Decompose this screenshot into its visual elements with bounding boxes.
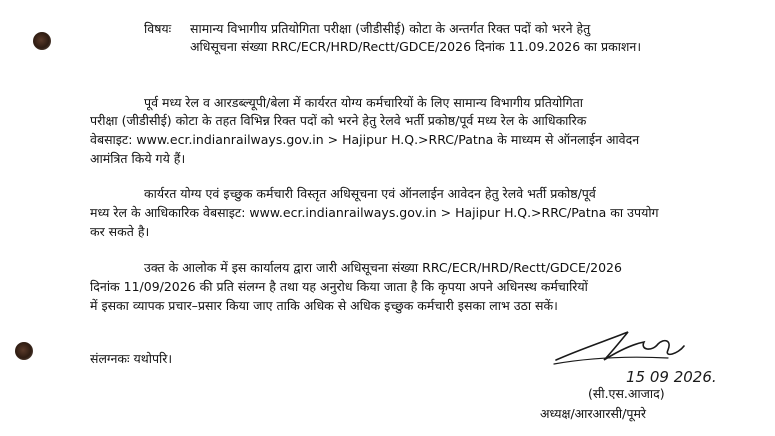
paragraph-3-line: उक्त के आलोक में इस कार्यालय द्वारा जारी अधिसूचना संख्या RRC/ECR/HRD/Rectt/GDCE/2026 <box>144 260 622 275</box>
paragraph-2-line: मध्य रेल के आधिकारिक वेबसाइट: www.ecr.indianrailways.gov.in > Hajipur H.Q.>RRC/Patna का उपयोग <box>90 205 659 220</box>
signatory-name: (सी.एस.आजाद) <box>588 386 665 401</box>
paragraph-1-line: वेबसाइट: www.ecr.indianrailways.gov.in > Hajipur H.Q.>RRC/Patna के माध्यम से ऑनलाईन आवेदन <box>90 132 640 147</box>
subject-label: विषयः <box>144 21 172 36</box>
punch-hole-bottom <box>15 342 33 360</box>
signatory-designation: अध्यक्ष/आरआरसी/पूमरे <box>540 406 647 421</box>
paragraph-1-line: परीक्षा (जीडीसीई) कोटा के तहत विभिन्न रिक्त पदों को भरने हेतु रेलवे भर्ती प्रकोष्ठ/पूर्व मध्य रेल के आधिकारिक <box>90 113 587 128</box>
svg-text:15 09 2026.: 15 09 2026. <box>626 368 717 386</box>
signature-icon <box>548 320 728 388</box>
subject-line-1: सामान्य विभागीय प्रतियोगिता परीक्षा (जीडीसीई) कोटा के अन्तर्गत रिक्त पदों को भरने हेतु <box>190 21 591 36</box>
paragraph-1-line: आमंत्रित किये गये हैं। <box>90 151 186 166</box>
punch-hole-top <box>33 32 51 50</box>
subject-line-2: अधिसूचना संख्या RRC/ECR/HRD/Rectt/GDCE/2026 दिनांक 11.09.2026 का प्रकाशन। <box>190 39 642 54</box>
paragraph-1-line: पूर्व मध्य रेल व आरडब्ल्यूपी/बेला में कार्यरत योग्य कर्मचारियों के लिए सामान्य विभागीय प्रतियोगिता <box>144 95 583 110</box>
paragraph-3-line: दिनांक 11/09/2026 की प्रति संलग्न है तथा यह अनुरोध किया जाता है कि कृपया अपने अधिनस्थ कर्मचारियों <box>90 279 588 294</box>
enclosure-note: संलग्नकः यथोपरि। <box>90 351 173 366</box>
paragraph-2-line: कार्यरत योग्य एवं इच्छुक कर्मचारी विस्तृत अधिसूचना एवं ऑनलाईन आवेदन हेतु रेलवे भर्ती प्रकोष्ठ/पूर्व <box>144 186 596 201</box>
paragraph-2-line: कर सकते है। <box>90 224 150 239</box>
paragraph-3-line: में इसका व्यापक प्रचार–प्रसार किया जाए ताकि अधिक से अधिक इच्छुक कर्मचारी इसका लाभ उठा सकें। <box>90 298 558 313</box>
